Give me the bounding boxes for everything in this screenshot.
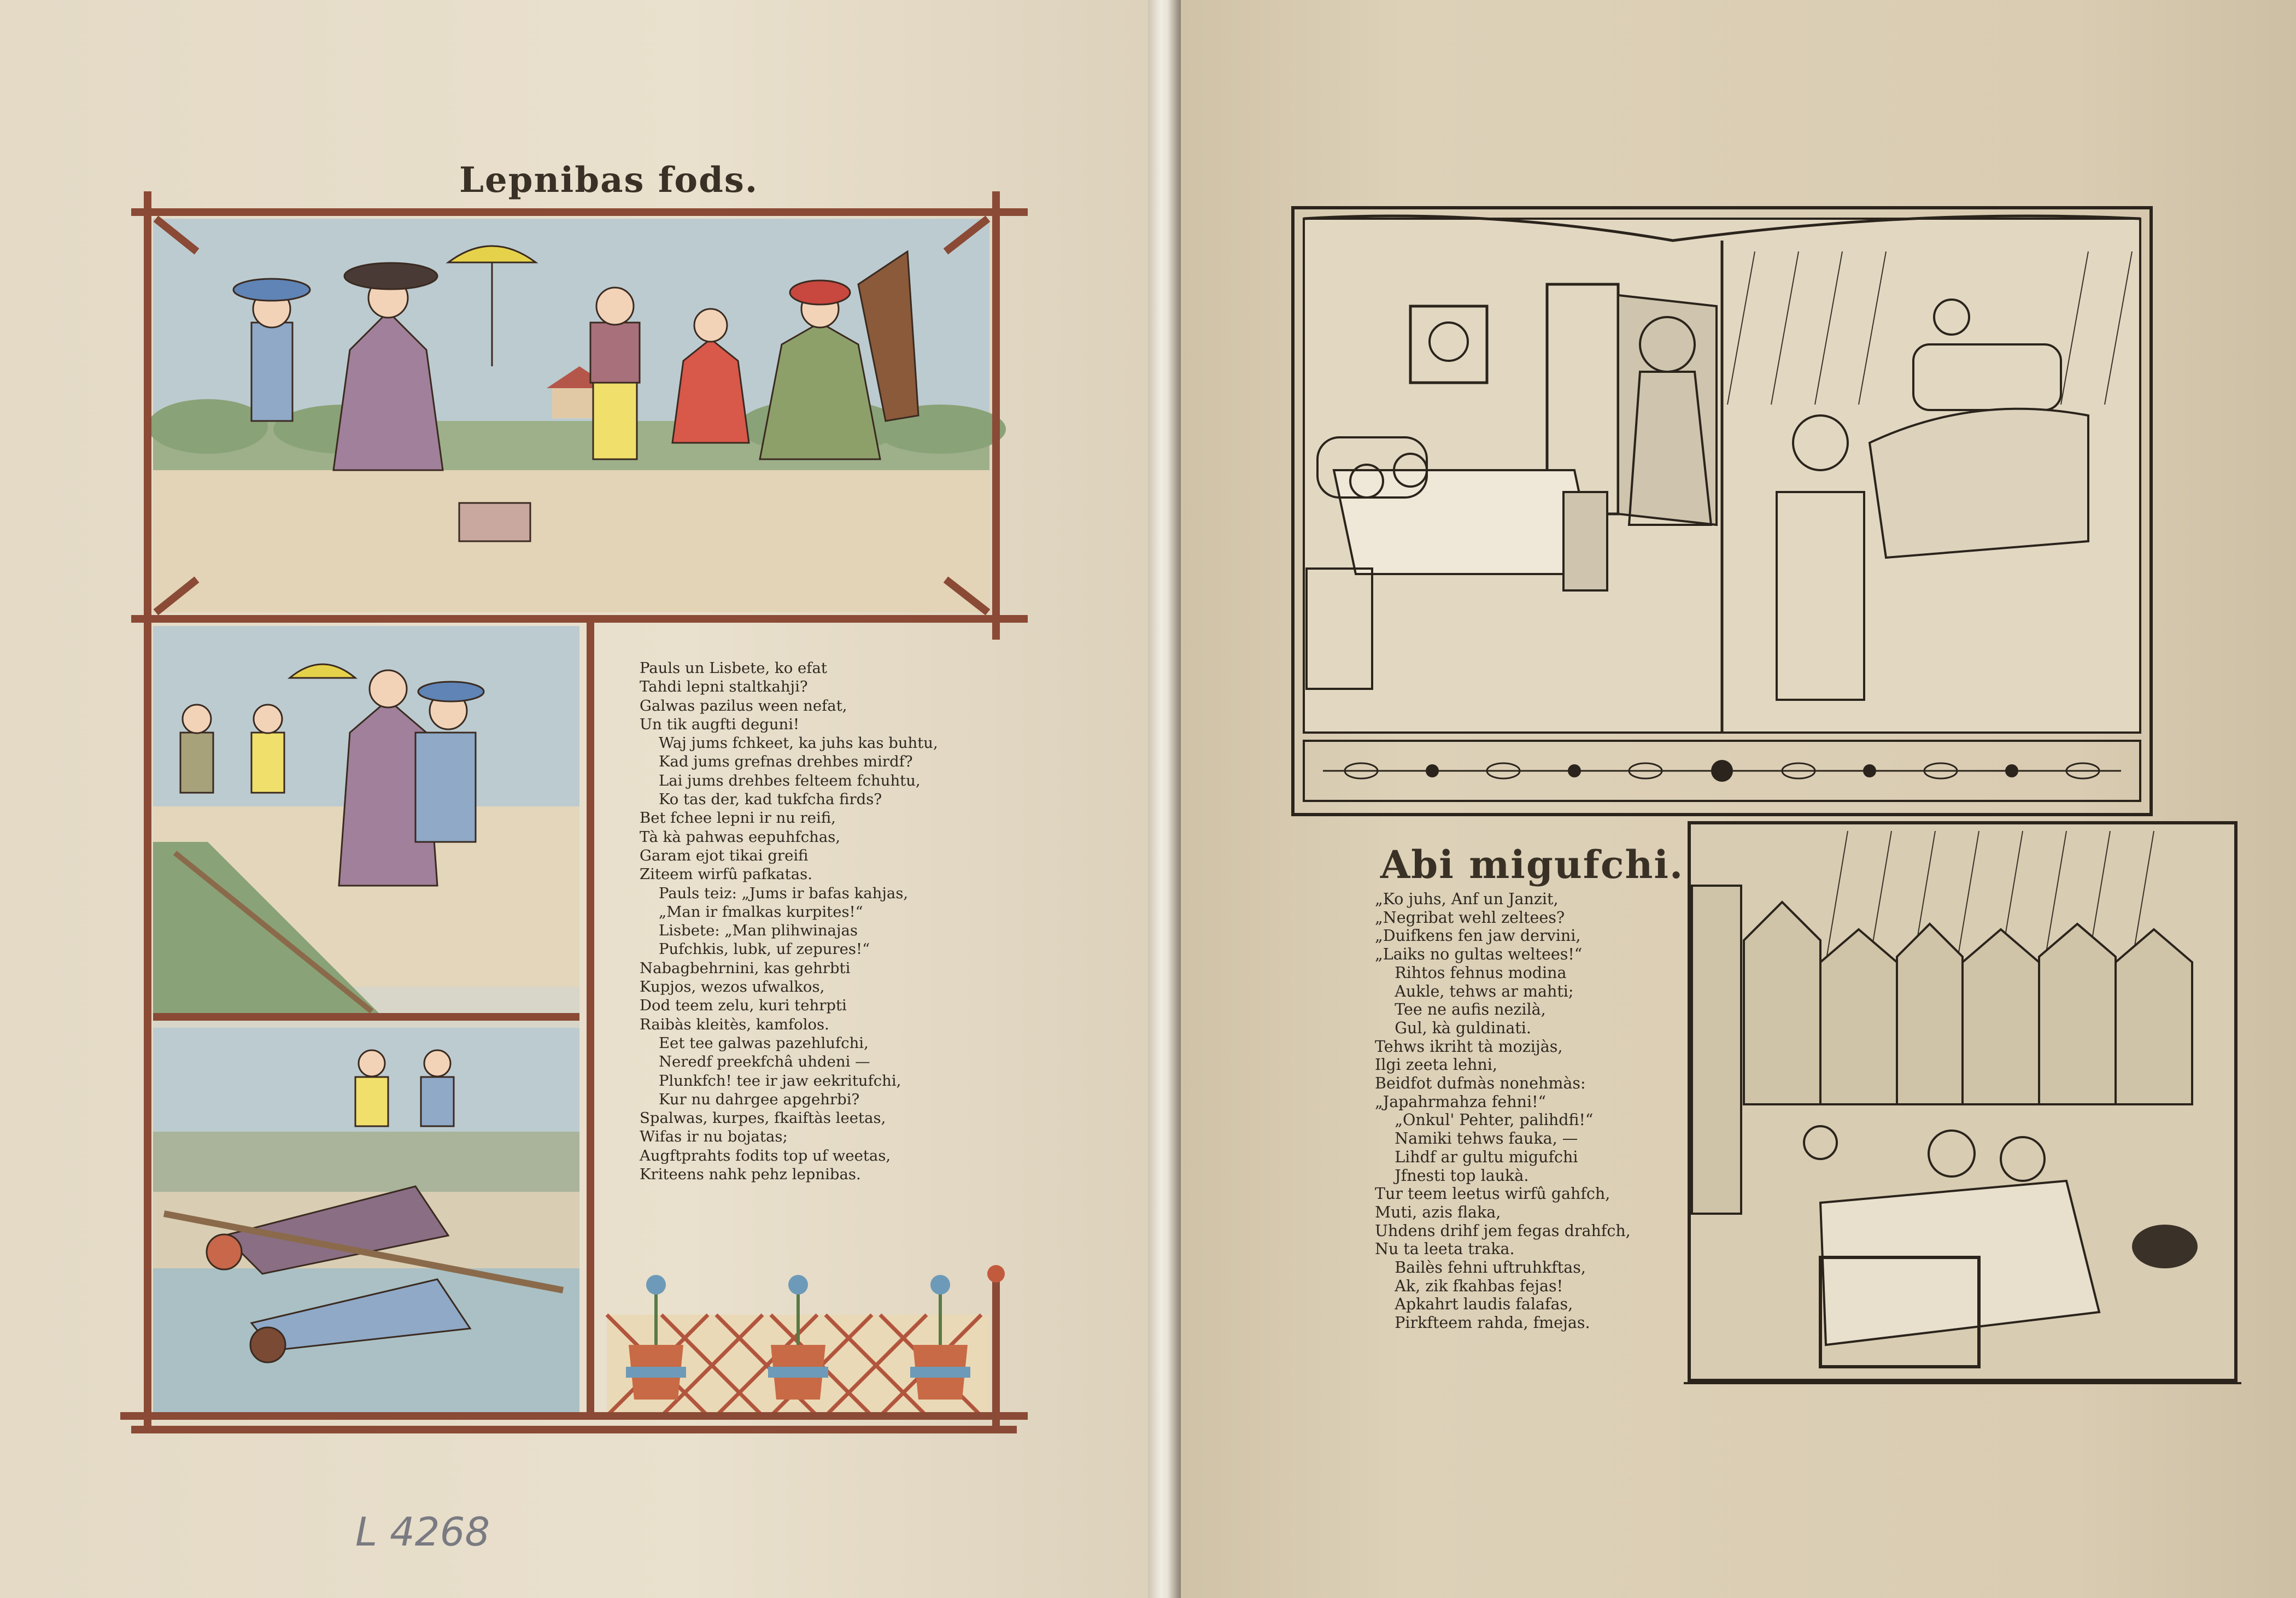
right-page — [1181, 0, 2296, 1598]
catalog-number: L 4268 — [355, 1509, 490, 1555]
town-rain-illustration — [1684, 820, 2241, 1400]
left-page-poem: Pauls un Lisbete, ko efat Tahdi lepni staltkahji? Galwas pazilus ween nefat, Un tik augfti deguni! Waj jums fchkeet, ka juhs kas buhtu, Kad jums grefnas drehbes mirdf? Lai jums drehbes felteem fchuhtu, Ko tas der, kad tukfcha firds? Bet fchee lepni ir nu reifi, Tà kà pahwas eepuhfchas, Garam ejot tikai greifi Ziteem wirfû pafkatas. Pauls teiz: „Jums ir bafas kahjas, „Man ir fmalkas kurpites!“ Lisbete: „Man plihwinajas Pufchkis, lubk, uf zepures!“ Nabagbehrnini, kas gehrbti Kupjos, wezos ufwalkos, Dod teem zelu, kuri tehrpti Raibàs kleitès, kamfolos. Eet tee galwas pazehlufchi, Neredf preekfchâ uhdeni — Plunkfch! tee ir jaw eekritufchi, Kur nu dahrgee apgehrbi? Spalwas, kurpes, fkaiftàs leetas, Wifas ir nu bojatas; Augftprahts fodits top uf weetas, Kriteens nahk pehz lepnibas. — [640, 659, 938, 1184]
left-page-title: Lepnibas fods. — [459, 160, 759, 201]
right-page-poem: „Ko juhs, Anf un Janzit, „Negribat wehl zeltees? „Duifkens fen jaw dervini, „Laiks no gultas weltees!“ Rihtos fehnus modina Aukle, tehws ar mahti; Tee ne aufis nezilà, Gul, kà guldinati. Tehws ikriht tà mozijàs, Ilgi zeeta lehni, Beidfot dufmàs nonehmàs: „Japahrmahza fehni!“ „Onkul' Pehter, palihdfi!“ Namiki tehws fauka, — Lihdf ar gultu migufchi Jfnesti top laukà. Tur teem leetus wirfû gahfch, Muti, azis flaka, Uhdens drihf jem fegas drahfch, Nu ta leeta traka. Bailès fehni uftruhkftas, Ak, zik fkahbas fejas! Apkahrt laudis falafas, Pirkfteem rahda, fmejas. — [1375, 890, 1631, 1332]
right-page-title: Abi migufchi. — [1380, 842, 1684, 887]
book-spine — [1148, 0, 1181, 1598]
bedroom-rain-illustration — [1290, 186, 2252, 826]
